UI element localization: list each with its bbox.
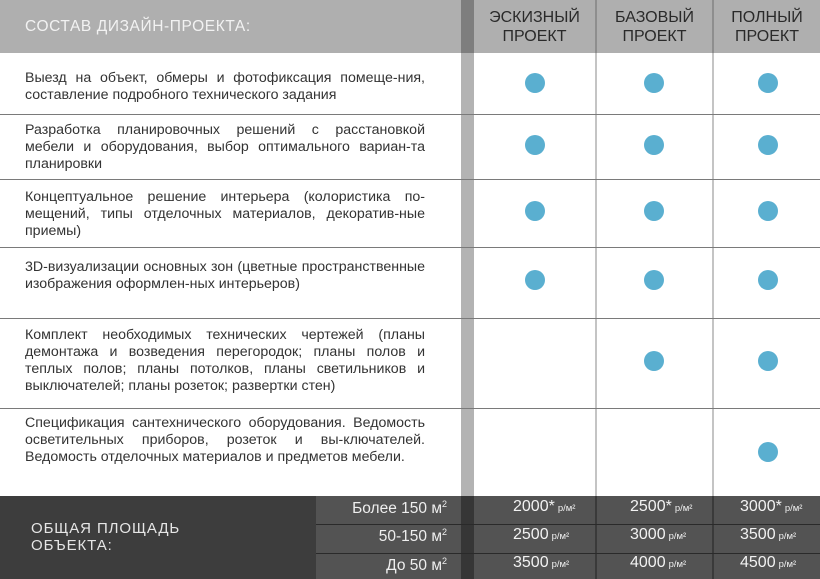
column-divider (712, 0, 714, 496)
price-unit: р/м² (674, 503, 693, 514)
area-label: Более 150 $м^2$ (352, 499, 447, 517)
area-cell (316, 553, 461, 579)
included-dot-icon (758, 442, 778, 462)
footer-label-line: ОБЩАЯ ПЛОЩАДЬ (31, 520, 181, 537)
service-row-text: Комплект необходимых технических чертежей (планы демонтажа и возведения перегородок; планы полов и теплых полов; планы потолков, планы светильников и выключателей; планы розеток; развертки стен) (25, 327, 425, 394)
price-unit: р/м² (778, 531, 797, 542)
price-unit: р/м² (557, 503, 576, 514)
column-header-line: ЭСКИЗНЫЙ (489, 9, 580, 26)
price-value (513, 498, 575, 516)
price-unit: р/м² (551, 559, 570, 570)
row-divider (0, 318, 820, 319)
price-number: 3000* (740, 498, 782, 515)
price-column-divider (595, 496, 597, 579)
column-header-line: ПРОЕКТ (734, 28, 800, 45)
area-cell (316, 496, 461, 524)
column-divider-main-top (461, 0, 474, 53)
service-row-text: Выезд на объект, обмеры и фотофиксация помеще-ния, составление подробного технического задания (25, 70, 425, 103)
included-dot-icon (758, 73, 778, 93)
price-unit: р/м² (668, 559, 687, 570)
area-cell (316, 524, 461, 553)
price-number: 2500 (513, 526, 549, 543)
price-number: 3500 (740, 526, 776, 543)
price-value (630, 498, 692, 516)
included-dot-icon (758, 201, 778, 221)
footer-label (31, 520, 180, 554)
area-label: 50-150 $м^2$ (378, 527, 447, 545)
column-divider (595, 0, 597, 496)
price-row-divider (316, 524, 820, 525)
included-dot-icon (525, 73, 545, 93)
price-number: 2500* (630, 498, 672, 515)
price-unit: р/м² (784, 503, 803, 514)
price-value (513, 526, 569, 544)
column-header-line: ПОЛНЫЙ (731, 9, 803, 26)
price-value (513, 554, 569, 572)
included-dot-icon (644, 270, 664, 290)
included-dot-icon (758, 351, 778, 371)
included-dot-icon (525, 270, 545, 290)
area-label: До 50 $м^2$ (386, 556, 447, 574)
included-dot-icon (644, 351, 664, 371)
included-dot-icon (644, 73, 664, 93)
included-dot-icon (758, 135, 778, 155)
included-dot-icon (525, 201, 545, 221)
price-value (740, 554, 796, 572)
included-dot-icon (758, 270, 778, 290)
column-header-full (714, 8, 820, 46)
price-number: 4000 (630, 554, 666, 571)
price-value (630, 554, 686, 572)
price-unit: р/м² (668, 531, 687, 542)
price-value (740, 526, 796, 544)
column-header-basic (597, 8, 712, 46)
included-dot-icon (644, 201, 664, 221)
header-title: СОСТАВ ДИЗАЙН-ПРОЕКТА: (25, 18, 251, 35)
column-divider-main (461, 0, 474, 579)
price-column-divider (712, 496, 714, 579)
footer-label-line: ОБЪЕКТА: (31, 537, 113, 554)
row-divider (0, 408, 820, 409)
row-divider (0, 114, 820, 115)
service-row-text: 3D-визуализации основных зон (цветные пространственные изображения оформлен-ных интерьеров) (25, 259, 425, 292)
row-divider (0, 247, 820, 248)
service-row-text: Концептуальное решение интерьера (колористика по-мещений, типы отделочных материалов, декоратив-ные приемы) (25, 189, 425, 239)
price-number: 4500 (740, 554, 776, 571)
included-dot-icon (525, 135, 545, 155)
price-unit: р/м² (778, 559, 797, 570)
price-number: 3000 (630, 526, 666, 543)
service-row-text: Спецификация сантехнического оборудования. Ведомость осветительных приборов, розеток и вы-ключателей. Ведомость отделочных материалов и предметов мебели. (25, 415, 425, 465)
footer-column-divider (461, 496, 474, 579)
price-number: 3500 (513, 554, 549, 571)
row-divider (0, 179, 820, 180)
column-header-line: ПРОЕКТ (622, 28, 687, 45)
column-header-line: БАЗОВЫЙ (615, 9, 694, 26)
price-number: 2000* (513, 498, 555, 515)
column-header-sketch (474, 8, 595, 46)
service-row-text: Разработка планировочных решений с расстановкой мебели и оборудования, выбор оптимального вариан-та планировки (25, 122, 425, 172)
price-value (630, 526, 686, 544)
price-unit: р/м² (551, 531, 570, 542)
included-dot-icon (644, 135, 664, 155)
price-value (740, 498, 802, 516)
column-header-line: ПРОЕКТ (502, 28, 567, 45)
